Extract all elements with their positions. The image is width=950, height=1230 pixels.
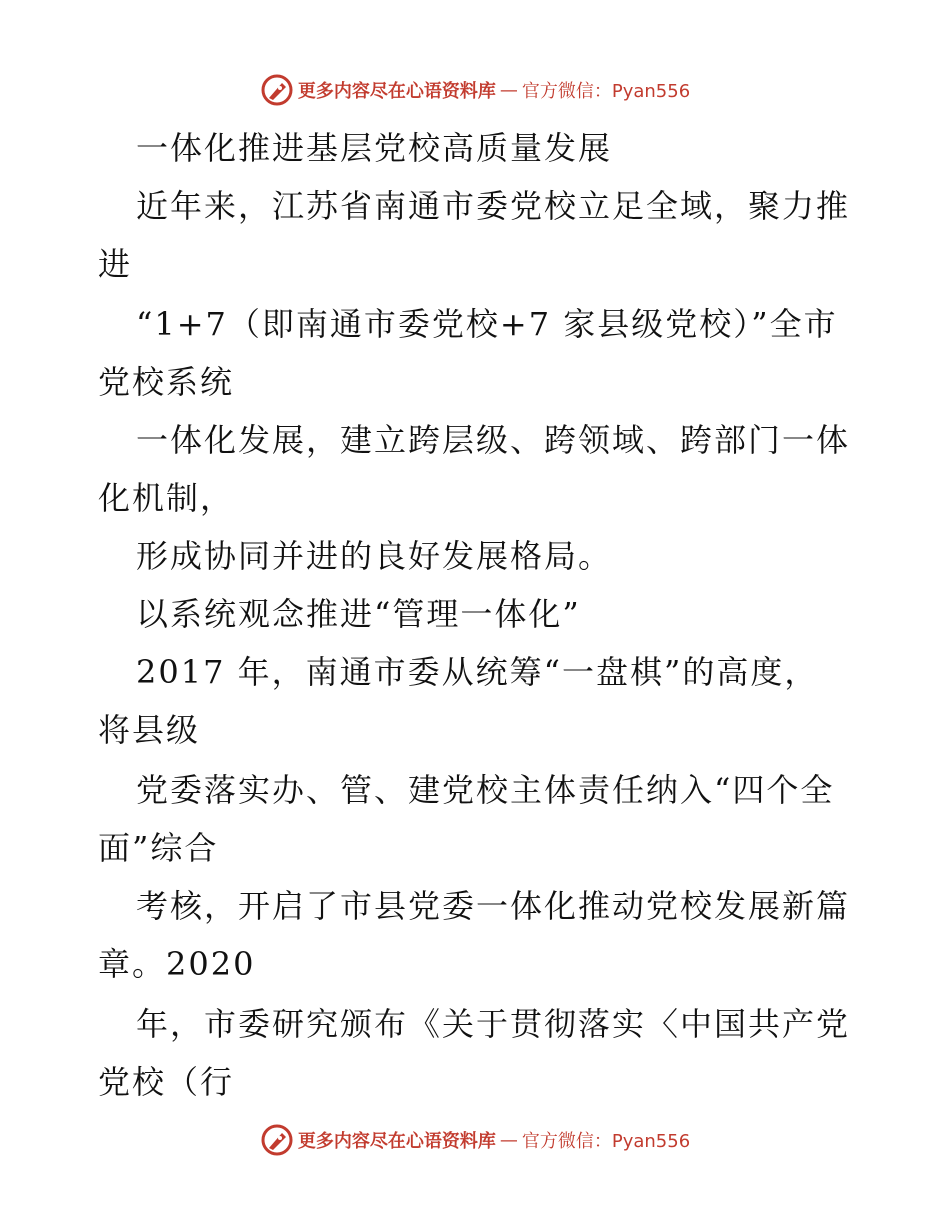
header-watermark-banner (0, 70, 950, 110)
text-line: 面”综合 (98, 829, 219, 867)
pen-nib-icon (260, 1123, 294, 1157)
pen-nib-icon (260, 73, 294, 107)
text-line: 2017 年，南通市委从统筹“一盘棋”的高度， (136, 653, 819, 691)
banner-dash: — (499, 1129, 518, 1151)
text-line: 将县级 (98, 711, 201, 749)
section-heading: 以系统观念推进“管理一体化” (136, 595, 581, 633)
text-line: 年，市委研究颁布《关于贯彻落实〈中国共产党 (136, 1005, 851, 1043)
document-title: 一体化推进基层党校高质量发展 (136, 129, 613, 167)
text-line: 一体化发展，建立跨层级、跨领域、跨部门一体 (136, 421, 851, 459)
text-line: 章。2020 (98, 945, 256, 983)
text-line: 党校系统 (98, 363, 235, 401)
banner-dash: — (499, 79, 518, 101)
text-line: 形成协同并进的良好发展格局。 (136, 537, 613, 575)
text-line: 进 (98, 245, 133, 283)
banner-main-text: 更多内容尽在心语资料库 (297, 81, 496, 102)
banner-main-text: 更多内容尽在心语资料库 (297, 1131, 496, 1152)
banner-suffix-text: 官方微信：Pyan556 (521, 81, 691, 102)
text-line: 考核，开启了市县党委一体化推动党校发展新篇 (136, 887, 851, 925)
footer-watermark-banner (0, 1120, 950, 1160)
text-line: 党校（行 (98, 1063, 235, 1101)
banner-suffix-text: 官方微信：Pyan556 (521, 1131, 691, 1152)
text-line: 近年来，江苏省南通市委党校立足全域，聚力推 (136, 187, 851, 225)
text-line: 党委落实办、管、建党校主体责任纳入“四个全 (136, 771, 835, 809)
text-line: 化机制， (98, 479, 235, 517)
text-line: “1+7（即南通市委党校+7 家县级党校）”全市 (136, 305, 838, 343)
